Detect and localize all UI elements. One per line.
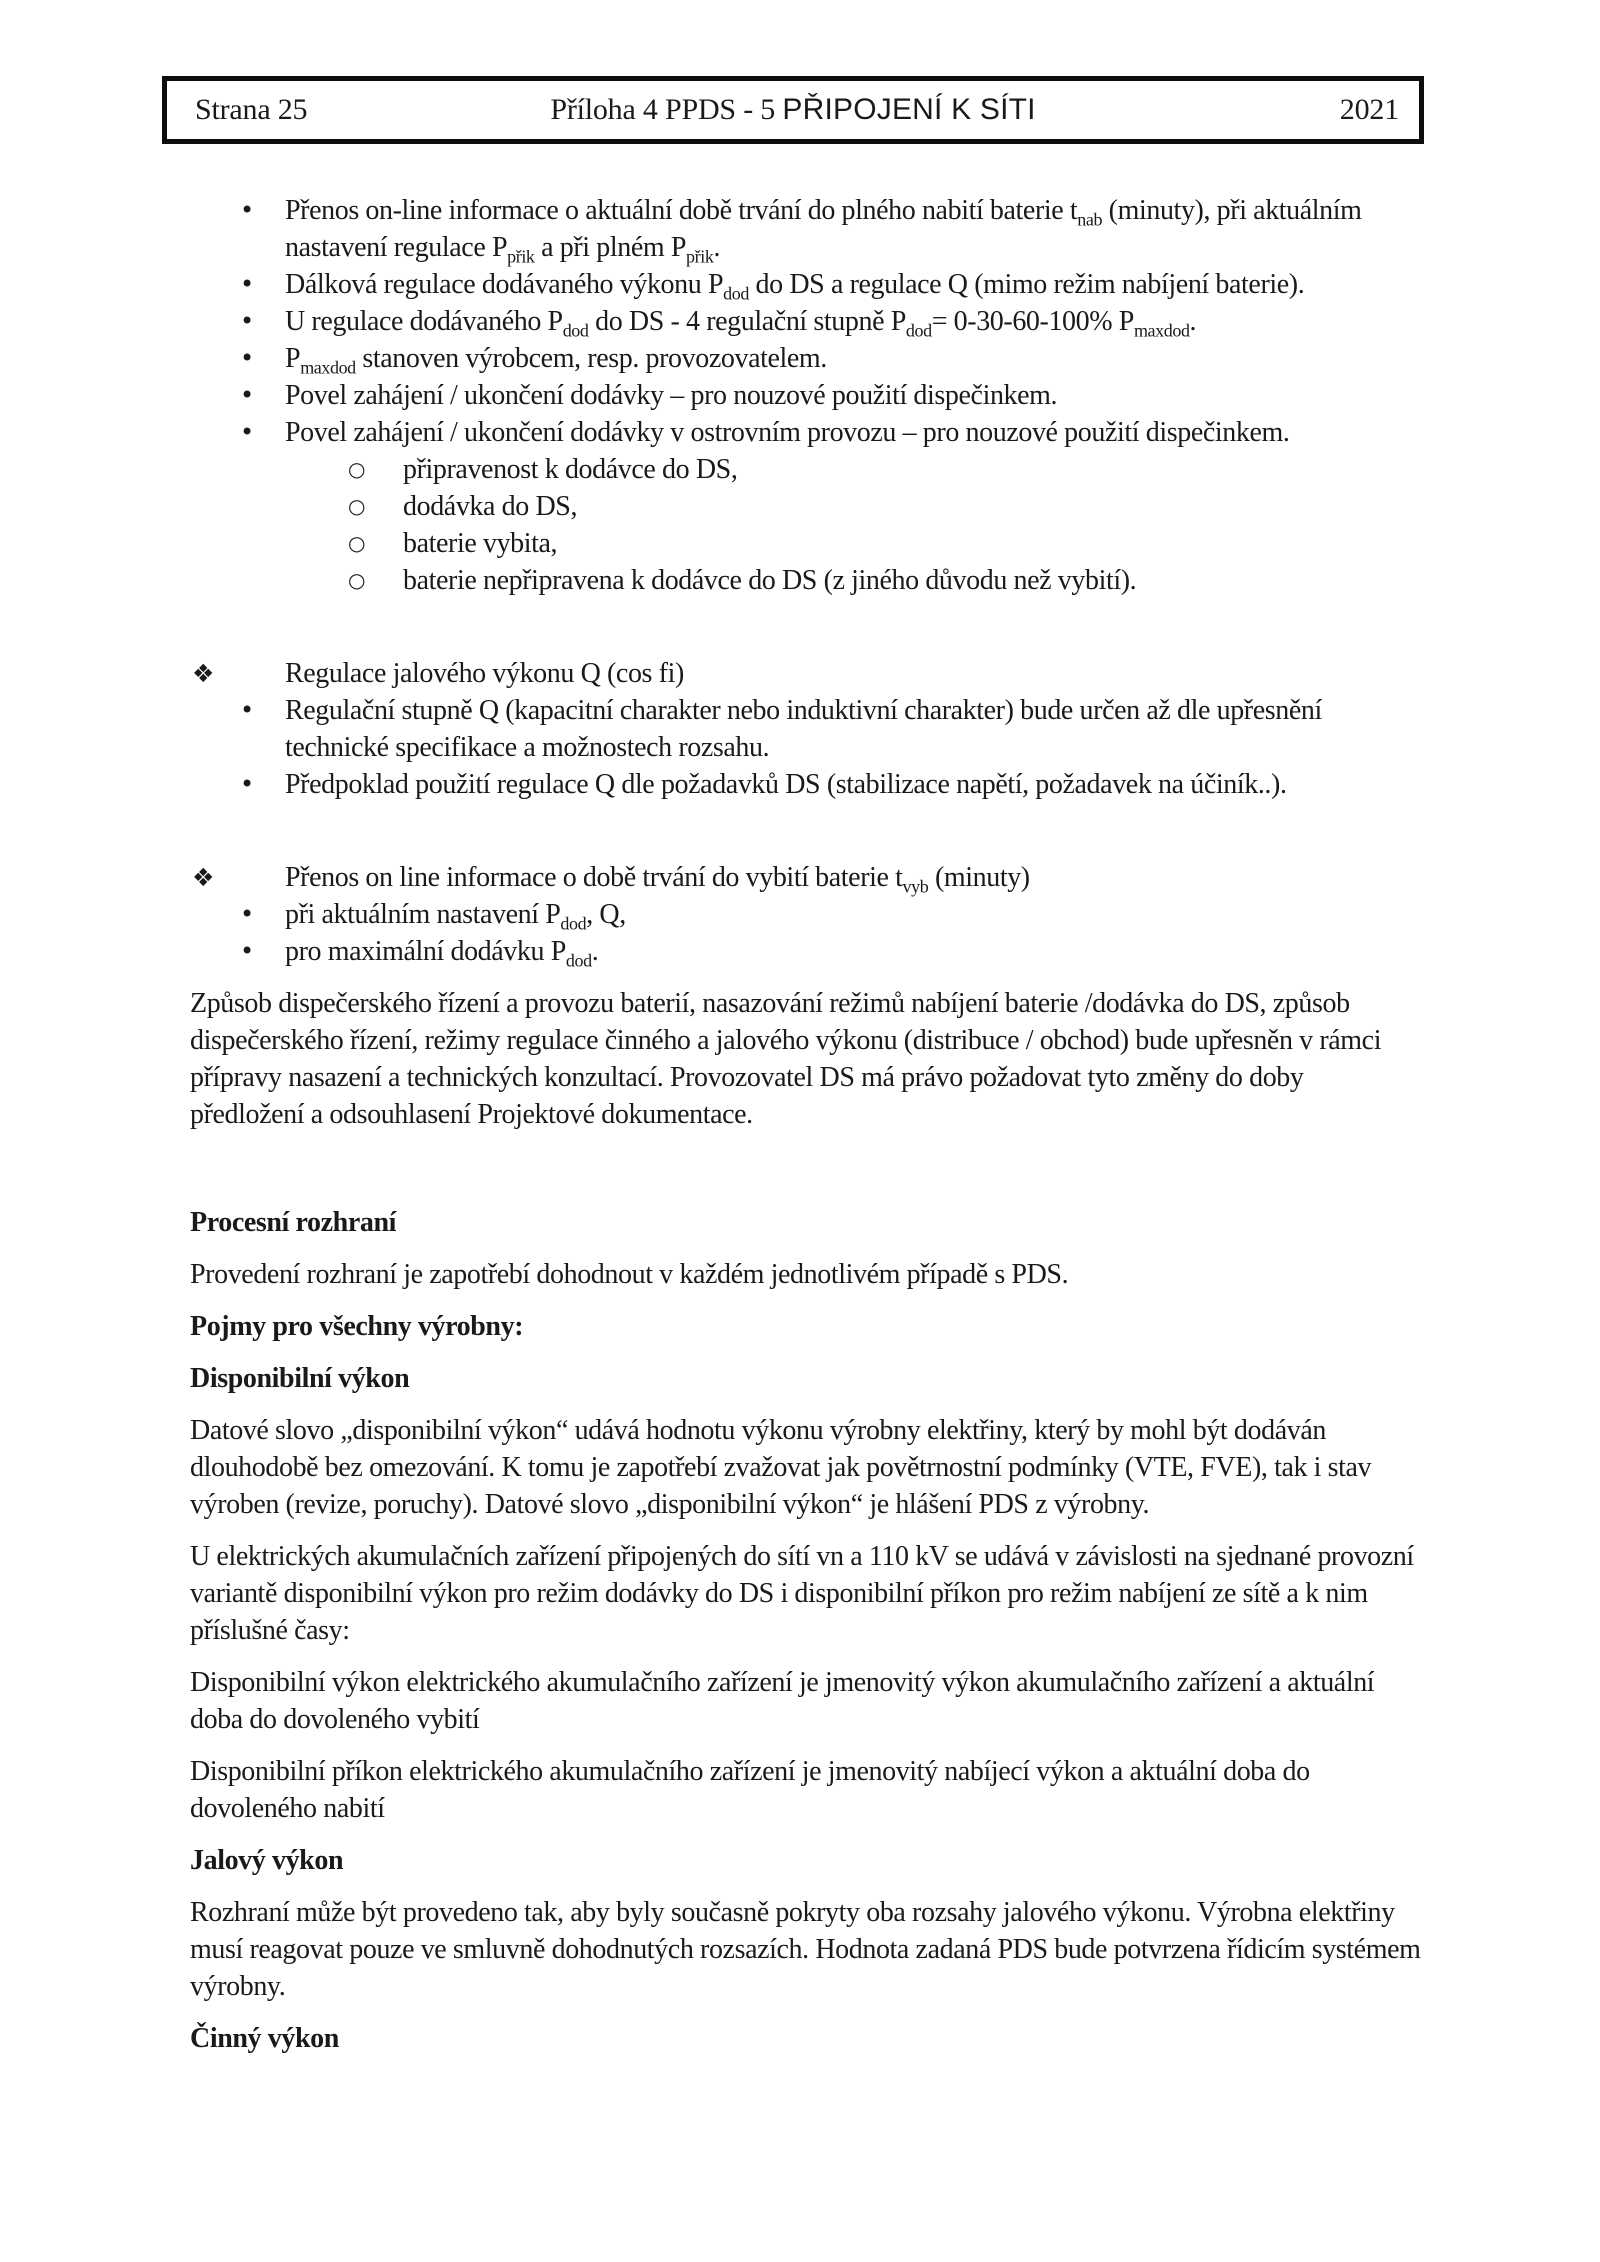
text-run: Povel zahájení / ukončení dodávky – pro nouzové použití dispečinkem. bbox=[285, 380, 1058, 411]
text-run: Datové slovo „disponibilní výkon“ udává hodnotu výkonu výrobny elektřiny, který by mohl být dodáván dlouhodobě bez omezování. K tomu je zapotřebí zvažovat jak povětrnostní podmínky (VTE, FVE), tak i stav výroben (revize, poruchy). Datové slovo „disponibilní výkon“ je hlášení PDS z výrobny. bbox=[190, 1415, 1372, 1520]
subscript: nab bbox=[1077, 209, 1103, 230]
text-run: pro maximální dodávku $P_{dod}$. bbox=[285, 936, 599, 971]
bullet-icon: • bbox=[240, 344, 254, 372]
text-run: U elektrických akumulačních zařízení připojených do sítí vn a 110 kV se udává v závislosti na sjednané provozní variantě disponibilní výkon pro režim dodávky do DS i disponibilní příkon pro režim nabíjení ze sítě a k nim příslušné časy: bbox=[190, 1541, 1414, 1646]
bullet-icon: • bbox=[240, 307, 254, 335]
subscript: dod bbox=[560, 913, 587, 934]
diamond-item bbox=[190, 655, 1422, 692]
section-heading bbox=[190, 1842, 1422, 1879]
bullet-item bbox=[190, 766, 1422, 803]
section-heading bbox=[190, 1360, 1422, 1397]
text-run: připravenost k dodávce do DS, bbox=[403, 454, 738, 485]
paragraph bbox=[190, 1538, 1422, 1649]
bullet-item bbox=[190, 303, 1422, 340]
circle-bullet-icon: ○ bbox=[348, 531, 366, 555]
bullet-item bbox=[190, 933, 1422, 970]
document-body bbox=[190, 192, 1422, 2057]
bullet-icon: • bbox=[240, 696, 254, 724]
paragraph bbox=[190, 1664, 1422, 1738]
text-run: Dálková regulace dodávaného výkonu $P_{dod}$ do DS a regulace Q (mimo režim nabíjení baterie). bbox=[285, 269, 1305, 304]
text-run: Disponibilní příkon elektrického akumulačního zařízení je jmenovitý nabíjecí výkon a aktuální doba do dovoleného nabití bbox=[190, 1756, 1310, 1824]
spacer bbox=[190, 599, 1422, 655]
section-heading bbox=[190, 1204, 1422, 1241]
paragraph bbox=[190, 1256, 1422, 1293]
text-run: Pojmy pro všechny výrobny: bbox=[190, 1311, 524, 1342]
text-run: Regulace jalového výkonu Q (cos fi) bbox=[285, 658, 684, 689]
text-run: Přenos on-line informace o aktuální době trvání do plného nabití baterie $t_{nab}$ (minuty), při aktuálním nastavení regulace $P_{přik}$ a při plném $P_{přik}$. bbox=[285, 195, 1362, 267]
sub-bullet-item bbox=[190, 451, 1422, 488]
sub-bullet-item bbox=[190, 488, 1422, 525]
text-run: Rozhraní může být provedeno tak, aby byly současně pokryty oba rozsahy jalového výkonu. Výrobna elektřiny musí reagovat pouze ve smluvně dohodnutých rozsazích. Hodnota zadaná PDS bude potvrzena řídicím systémem výrobny. bbox=[190, 1897, 1421, 2002]
paragraph bbox=[190, 1412, 1422, 1523]
subscript: maxdod bbox=[300, 357, 356, 378]
sub-bullet-item bbox=[190, 525, 1422, 562]
text-run: U regulace dodávaného $P_{dod}$ do DS - 4 regulační stupně $P_{dod}= 0-30-60-100\%$ $P_{maxdod}$. bbox=[285, 306, 1197, 341]
bullet-item bbox=[190, 896, 1422, 933]
subscript: dod bbox=[723, 283, 749, 304]
bullet-icon: • bbox=[240, 418, 254, 446]
text-run: dodávka do DS, bbox=[403, 491, 578, 522]
text-run: Způsob dispečerského řízení a provozu baterií, nasazování režimů nabíjení baterie /dodávka do DS, způsob dispečerského řízení, režimy regulace činného a jalového výkonu (distribuce / obchod) bude upřesněn v rámci přípravy nasazení a technických konzultací. Provozovatel DS má právo požadovat tyto změny do doby předložení a odsouhlasení Projektové dokumentace. bbox=[190, 988, 1382, 1130]
subscript: přik bbox=[507, 246, 535, 267]
bullet-item bbox=[190, 192, 1422, 266]
text-run: Jalový výkon bbox=[190, 1845, 344, 1876]
subscript: dod bbox=[565, 950, 592, 971]
header-title-section: PŘIPOJENÍ K SÍTI bbox=[782, 93, 1036, 126]
diamond-item bbox=[190, 859, 1422, 896]
subscript: maxdod bbox=[1133, 320, 1190, 341]
subscript: dod bbox=[562, 320, 589, 341]
subscript: dod bbox=[905, 320, 932, 341]
circle-bullet-icon: ○ bbox=[348, 457, 366, 481]
text-run: při aktuálním nastavení $P_{dod}$, Q, bbox=[285, 899, 626, 934]
section-heading bbox=[190, 2020, 1422, 2057]
spacer bbox=[190, 803, 1422, 859]
text-run: baterie vybita, bbox=[403, 528, 558, 559]
text-run: baterie nepřipravena k dodávce do DS (z jiného důvodu než vybití). bbox=[403, 565, 1137, 596]
spacer bbox=[190, 1133, 1422, 1189]
bullet-icon: • bbox=[240, 196, 254, 224]
bullet-item bbox=[190, 414, 1422, 451]
text-run: Provedení rozhraní je zapotřebí dohodnout v každém jednotlivém případě s PDS. bbox=[190, 1259, 1069, 1290]
bullet-icon: • bbox=[240, 270, 254, 298]
header-year: 2021 bbox=[1339, 93, 1399, 126]
subscript: vyb bbox=[902, 876, 929, 897]
bullet-icon: • bbox=[240, 937, 254, 965]
bullet-item bbox=[190, 340, 1422, 377]
bullet-item bbox=[190, 692, 1422, 766]
text-run: Povel zahájení / ukončení dodávky v ostrovním provozu – pro nouzové použití dispečinkem. bbox=[285, 417, 1290, 448]
bullet-icon: • bbox=[240, 900, 254, 928]
bullet-icon: • bbox=[240, 381, 254, 409]
page-header bbox=[162, 76, 1424, 144]
header-title-serif: Příloha 4 PPDS - 5 bbox=[550, 93, 776, 126]
paragraph bbox=[190, 1753, 1422, 1827]
text-run: Disponibilní výkon elektrického akumulačního zařízení je jmenovitý výkon akumulačního zařízení a aktuální doba do dovoleného vybití bbox=[190, 1667, 1375, 1735]
diamond-bullet-icon: ❖ bbox=[192, 863, 215, 892]
paragraph bbox=[190, 985, 1422, 1133]
text-run: Disponibilní výkon bbox=[190, 1363, 410, 1394]
bullet-icon: • bbox=[240, 770, 254, 798]
circle-bullet-icon: ○ bbox=[348, 494, 366, 518]
header-page-number: Strana 25 bbox=[195, 93, 308, 126]
header-title bbox=[167, 93, 1419, 127]
text-run: Procesní rozhraní bbox=[190, 1207, 397, 1238]
bullet-item bbox=[190, 266, 1422, 303]
subscript: přik bbox=[686, 246, 714, 267]
text-run: $P_{maxdod}$ stanoven výrobcem, resp. provozovatelem. bbox=[285, 343, 827, 378]
bullet-item bbox=[190, 377, 1422, 414]
paragraph bbox=[190, 1894, 1422, 2005]
text-run: Předpoklad použití regulace Q dle požadavků DS (stabilizace napětí, požadavek na účiník..). bbox=[285, 769, 1287, 800]
text-run: Činný výkon bbox=[190, 2023, 339, 2054]
text-run: Regulační stupně Q (kapacitní charakter nebo induktivní charakter) bude určen až dle upřesnění technické specifikace a možnostech rozsahu. bbox=[285, 695, 1322, 763]
section-heading bbox=[190, 1308, 1422, 1345]
diamond-bullet-icon: ❖ bbox=[192, 659, 215, 688]
circle-bullet-icon: ○ bbox=[348, 568, 366, 592]
text-run: Přenos on line informace o době trvání do vybití baterie $t_{vyb}$ (minuty) bbox=[285, 862, 1030, 897]
sub-bullet-item bbox=[190, 562, 1422, 599]
